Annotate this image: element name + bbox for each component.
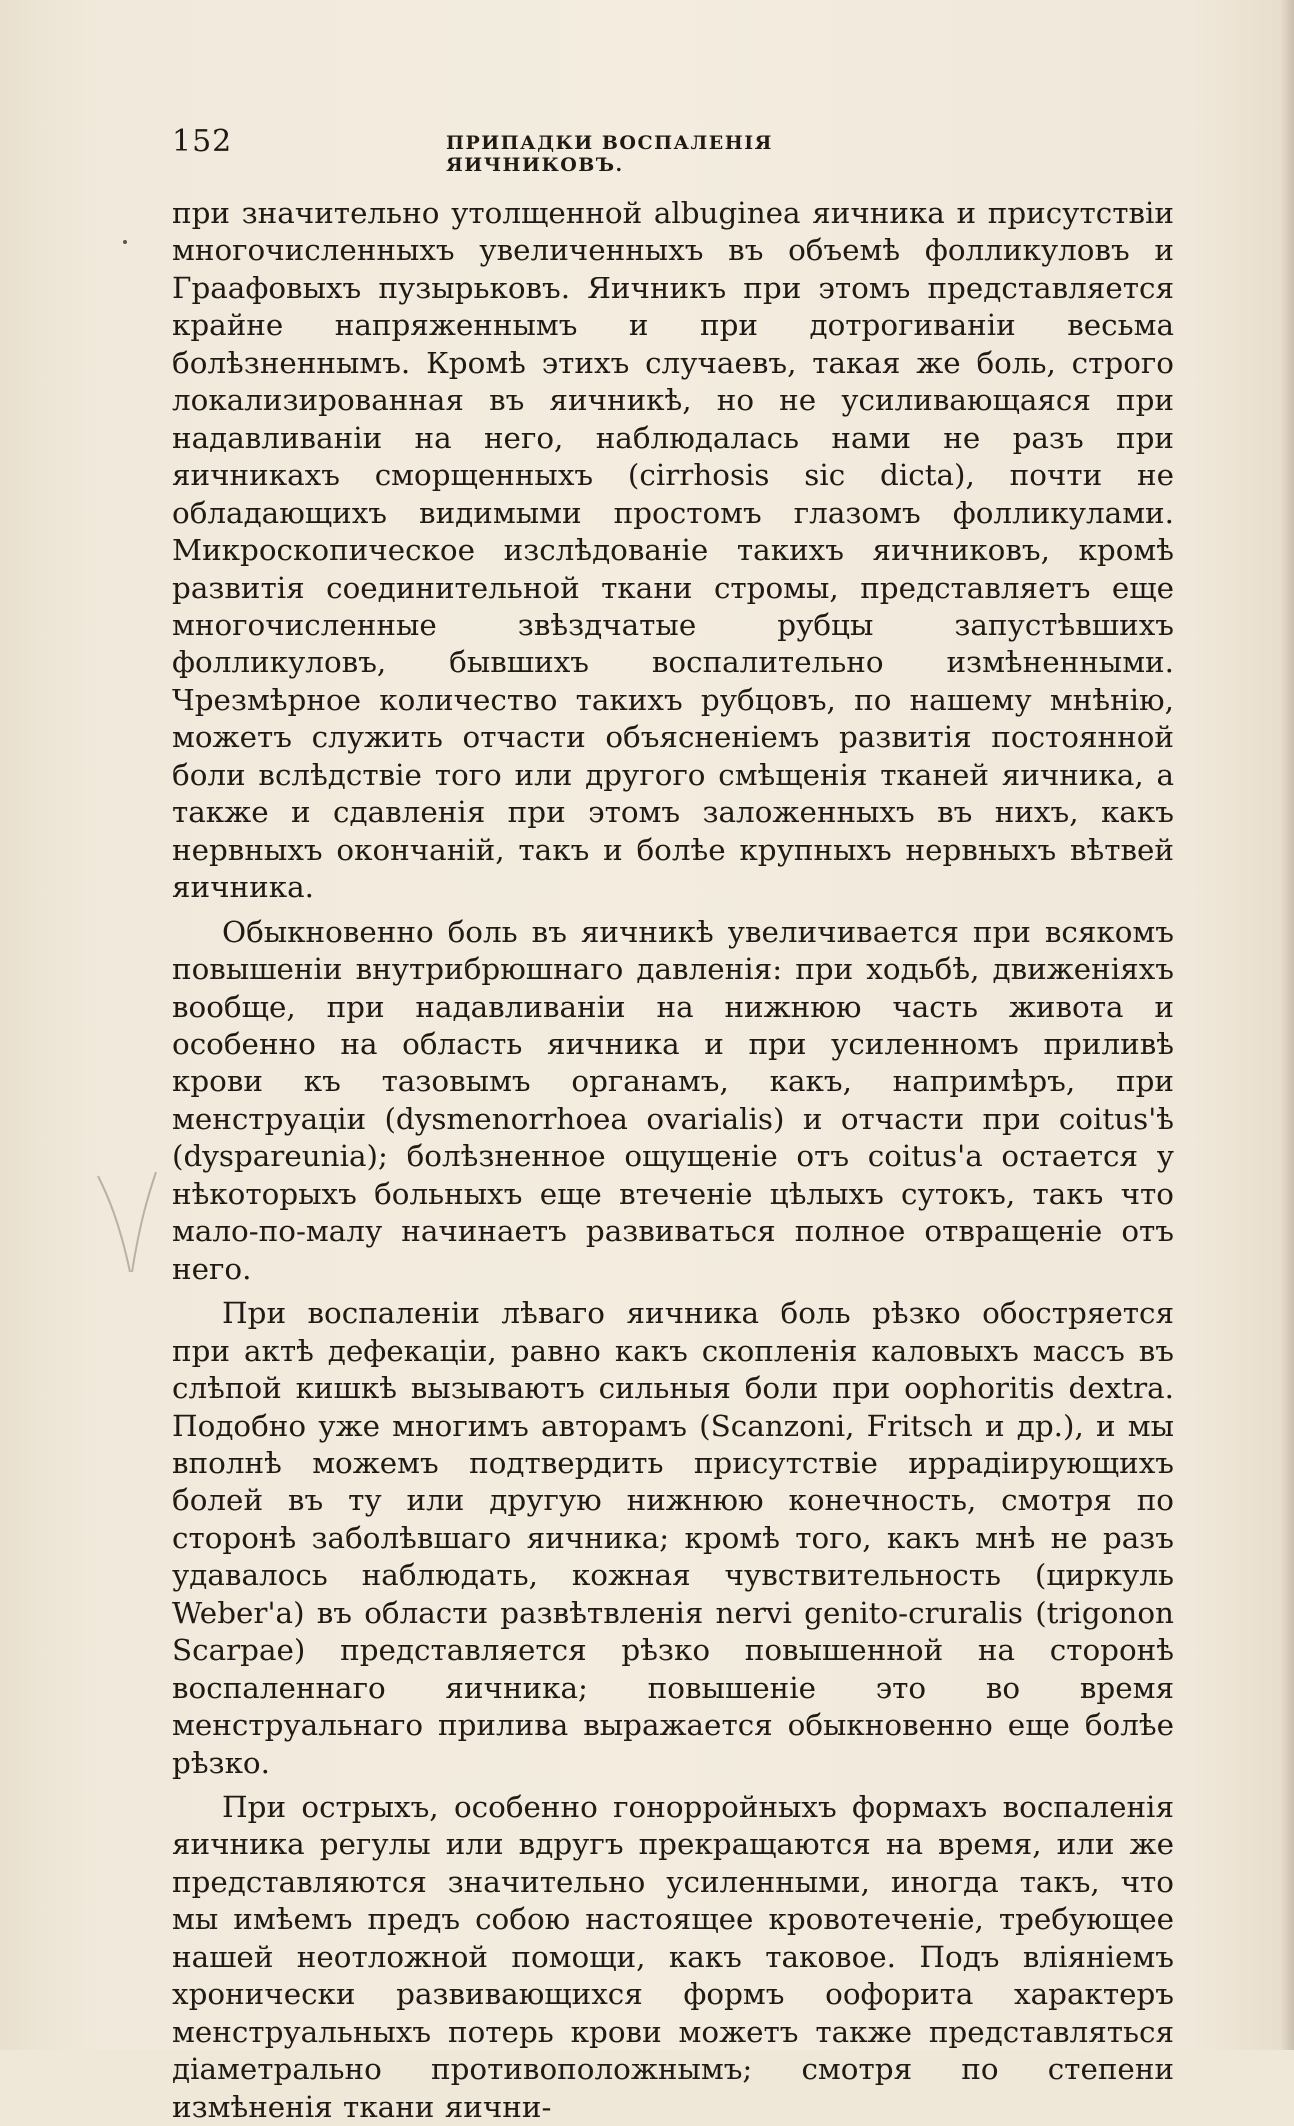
page-header — [172, 124, 918, 176]
margin-dot-mark — [123, 240, 127, 244]
paragraph-2: Обыкновенно боль въ яичникѣ увеличивается при всякомъ повышеніи внутрибрюшнаго давленія: при ходьбѣ, движеніяхъ вообще, при надавливаніи на нижнюю часть живота и особенно на область яичника и при усиленномъ приливѣ крови къ тазовымъ органамъ, какъ, напримѣръ, при менструаціи (dysmenorrhoea ovarialis) и отчасти при coitus'ѣ (dyspareunia); болѣзненное ощущеніе отъ coitus'а остается у нѣкоторыхъ больныхъ еще втеченіе цѣлыхъ сутокъ, такъ что мало-по-малу начинаетъ развиваться полное отвращеніе отъ него. — [172, 914, 1174, 1286]
paragraph-3: При воспаленіи лѣваго яичника боль рѣзко обостряется при актѣ дефекаціи, равно какъ скопленія каловыхъ массъ въ слѣпой кишкѣ вызываютъ сильныя боли при oophoritis dextra. Подобно уже многимъ авторамъ (Scanzoni, Fritsch и др.), и мы вполнѣ можемъ подтвердить присутствіе иррадіирующихъ болей въ ту или другую нижнюю конечность, смотря по сторонѣ заболѣвшаго яичника; кромѣ того, какъ мнѣ не разъ удавалось наблюдать, кожная чувствительность (циркуль Weber'а) въ области развѣтвленія nervi genito-cruralis (trigonon Scarpae) представляется рѣзко повышенной на сторонѣ воспаленнаго яичника; повышеніе это во время менструальнаго прилива выражается обыкновенно еще болѣе рѣзко. — [172, 1296, 1174, 1780]
running-title: ПРИПАДКИ ВОСПАЛЕНІЯ ЯИЧНИКОВЪ. — [446, 132, 773, 176]
paragraph-1: при значительно утолщенной albugіnea яичника и присутствіи многочисленныхъ увеличенныхъ въ объемѣ фолликуловъ и Граафовыхъ пузырьковъ. Яичникъ при этомъ представляется крайне напряженнымъ и при дотрогиваніи весьма болѣзненнымъ. Кромѣ этихъ случаевъ, такая же боль, строго локализированная въ яичникѣ, но не усиливающаяся при надавливаніи на него, наблюдалась нами не разъ при яичникахъ сморщенныхъ (cirrhosis sic dicta), почти не обладающихъ видимыми простомъ глазомъ фолликулами. Микроскопическое изслѣдованіе такихъ яичниковъ, кромѣ развитія соединительной ткани стромы, представляетъ еще многочисленные звѣздчатые рубцы запустѣвшихъ фолликуловъ, бывшихъ воспалительно измѣненными. Чрезмѣрное количество такихъ рубцовъ, по нашему мнѣнію, можетъ служить отчасти объясненіемъ развитія постоянной боли вслѣдствіе того или другого смѣщенія тканей яичника, а также и сдавленія при этомъ заложенныхъ въ нихъ, какъ нервныхъ окончаній, такъ и болѣе крупныхъ нервныхъ вѣтвей яичника. — [172, 196, 1174, 905]
body-text — [172, 195, 1174, 2126]
paragraph-4: При острыхъ, особенно гонорройныхъ формахъ воспаленія яичника регулы или вдругъ прекращаются на время, или же представляются значительно усиленными, иногда такъ, что мы имѣемъ предъ собою настоящее кровотеченіе, требующее нашей неотложной помощи, какъ таковое. Подъ вліяніемъ хронически развивающихся формъ оофорита характеръ менструальныхъ потерь крови можетъ также представляться діаметрально противоположнымъ; смотря по степени измѣненія ткани яични- — [172, 1790, 1174, 2124]
page-spine-shadow — [1280, 0, 1294, 2050]
page-number: 152 — [172, 124, 233, 159]
pencil-margin-mark — [90, 1168, 164, 1278]
